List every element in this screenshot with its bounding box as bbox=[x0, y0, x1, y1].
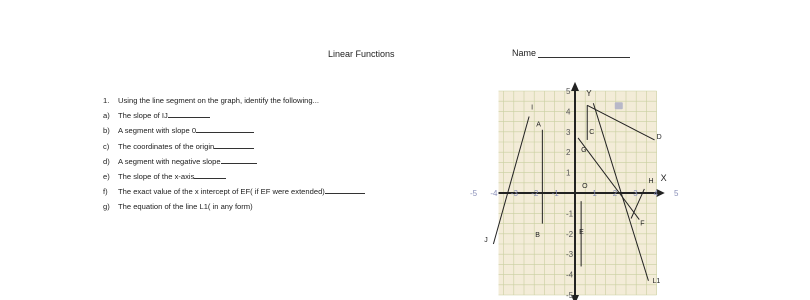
x-tick-label: 4 bbox=[653, 189, 659, 198]
name-blank bbox=[538, 48, 630, 58]
y-tick-label: 2 bbox=[566, 148, 571, 158]
x-tick-label: -4 bbox=[490, 189, 498, 198]
answer-blank bbox=[221, 155, 257, 164]
answer-blank bbox=[196, 124, 254, 133]
question-number: 1. bbox=[103, 96, 110, 105]
question-text: The equation of the line L1( in any form) bbox=[118, 202, 253, 212]
x-axis-label: X bbox=[660, 172, 667, 183]
x-tick-label: 5 bbox=[674, 189, 679, 198]
question-item bbox=[103, 169, 365, 184]
question-text: A segment with negative slope bbox=[118, 156, 221, 166]
x-tick-label: -1 bbox=[551, 189, 559, 198]
coordinate-graph bbox=[445, 75, 679, 300]
graph-svg bbox=[445, 75, 679, 300]
question-text: The slope of IJ bbox=[118, 111, 168, 121]
name-field bbox=[512, 48, 630, 58]
question-item bbox=[103, 108, 365, 123]
y-tick-label: 3 bbox=[566, 127, 571, 137]
x-tick-label: -2 bbox=[531, 189, 539, 198]
y-tick-label: 1 bbox=[566, 168, 571, 178]
point-label-l1: L1 bbox=[652, 277, 661, 285]
y-axis-label: Y bbox=[586, 89, 592, 99]
answer-blank bbox=[325, 185, 365, 194]
y-axis-arrow-up bbox=[571, 82, 579, 91]
question-number: b) bbox=[103, 126, 110, 136]
question-item bbox=[103, 93, 365, 108]
question-item bbox=[103, 184, 365, 199]
question-text: A segment with slope 0 bbox=[118, 126, 197, 136]
question-number: e) bbox=[103, 172, 110, 182]
question-number: g) bbox=[103, 202, 110, 212]
point-label-c: C bbox=[589, 128, 595, 136]
x-tick-label: 3 bbox=[633, 189, 638, 198]
point-label-e: E bbox=[579, 228, 584, 236]
clip-icon bbox=[615, 102, 623, 109]
point-label-origin: O bbox=[582, 182, 588, 190]
name-label: Name bbox=[512, 48, 537, 58]
y-tick-label: 5 bbox=[566, 87, 571, 96]
question-item bbox=[103, 123, 365, 138]
answer-blank bbox=[168, 109, 210, 118]
y-tick-label: -4 bbox=[566, 270, 574, 280]
y-tick-label: -5 bbox=[566, 291, 574, 300]
question-text: The slope of the x-axis bbox=[118, 172, 195, 182]
x-tick-label: -3 bbox=[510, 189, 518, 198]
point-label-d: D bbox=[656, 133, 662, 141]
question-text: Using the line segment on the graph, identify the following... bbox=[118, 96, 319, 105]
y-tick-label: -2 bbox=[566, 229, 574, 239]
point-label-h: H bbox=[648, 177, 654, 185]
y-tick-label: 4 bbox=[566, 107, 571, 117]
question-list bbox=[103, 93, 365, 215]
point-label-i: I bbox=[531, 104, 534, 112]
y-tick-label: -1 bbox=[566, 209, 574, 219]
point-label-b: B bbox=[535, 231, 540, 239]
worksheet-title: Linear Functions bbox=[328, 49, 395, 59]
point-label-f: F bbox=[640, 220, 645, 228]
y-tick-label: -3 bbox=[566, 250, 574, 260]
question-number: f) bbox=[103, 187, 108, 197]
question-item bbox=[103, 139, 365, 154]
point-label-j: J bbox=[484, 236, 488, 244]
x-tick-label: 1 bbox=[592, 189, 597, 198]
answer-blank bbox=[214, 140, 254, 149]
question-number: d) bbox=[103, 156, 110, 166]
point-label-a: A bbox=[536, 121, 541, 129]
question-number: a) bbox=[103, 111, 110, 121]
question-item bbox=[103, 199, 365, 214]
question-text: The coordinates of the origin bbox=[118, 141, 215, 151]
question-text: The exact value of the x intercept of EF( if EF were extended) bbox=[118, 187, 325, 197]
x-tick-label: 2 bbox=[612, 189, 618, 198]
question-number: c) bbox=[103, 141, 110, 151]
answer-blank bbox=[194, 170, 226, 179]
point-label-g: G bbox=[581, 147, 587, 155]
question-item bbox=[103, 154, 365, 169]
x-tick-label: -5 bbox=[470, 189, 478, 198]
